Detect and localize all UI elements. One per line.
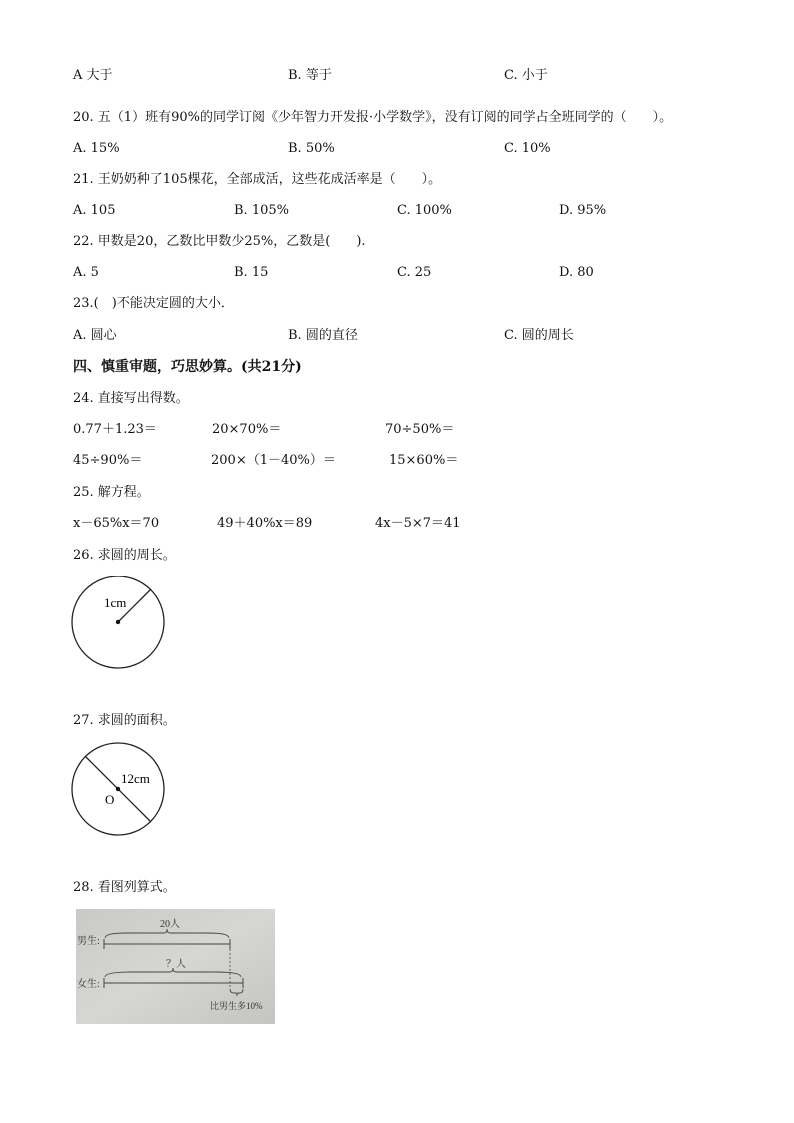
q21-stem: 21. 王奶奶种了105棵花，全部成活，这些花成活率是（ ）。	[73, 172, 442, 187]
q23-option-a: A. 圆心	[73, 328, 117, 343]
q23-option-b: B. 圆的直径	[288, 328, 358, 343]
boys-label: 男生:	[77, 936, 100, 947]
q24-calc-3: 70÷50%＝	[385, 422, 455, 437]
q28-stem: 28. 看图列算式。	[73, 880, 176, 895]
q19-option-c: C. 小于	[504, 68, 548, 83]
q24-calc-2: 20×70%＝	[212, 422, 282, 437]
q25-equation-2: 49＋40%x＝89	[217, 516, 313, 531]
q24-calc-6: 15×60%＝	[389, 453, 459, 468]
q28-line-diagram-photo	[76, 909, 275, 1024]
q27-stem: 27. 求圆的面积。	[73, 713, 176, 728]
center-label: O	[105, 792, 115, 807]
q25-equation-1: x－65%x＝70	[73, 516, 160, 531]
q27-circle-figure	[68, 742, 170, 838]
q20-option-c: C. 10%	[504, 141, 551, 156]
q20-option-a: A. 15%	[73, 141, 120, 156]
q26-stem: 26. 求圆的周长。	[73, 548, 176, 563]
q23-option-c: C. 圆的周长	[504, 328, 574, 343]
q24-stem: 24. 直接写出得数。	[73, 391, 189, 406]
q21-option-b: B. 105%	[234, 203, 289, 218]
q26-circle-figure	[68, 576, 170, 672]
q19-option-a: A 大于	[73, 68, 113, 83]
q22-stem: 22. 甲数是20，乙数比甲数少25%，乙数是( ).	[73, 234, 366, 249]
q19-option-b: B. 等于	[288, 68, 332, 83]
q20-option-b: B. 50%	[288, 141, 335, 156]
q25-equation-3: 4x－5×7＝41	[375, 516, 461, 531]
difference-note: 比男生多10%	[210, 1001, 263, 1011]
center-dot	[116, 787, 120, 791]
q21-option-c: C. 100%	[397, 203, 452, 218]
boys-value: 20人	[160, 919, 180, 930]
diameter-label: 12cm	[121, 771, 150, 786]
q22-option-d: D. 80	[559, 265, 594, 280]
section-title: 四、慎重审题，巧思妙算。(共21分)	[73, 359, 302, 375]
q21-option-d: D. 95%	[559, 203, 607, 218]
q20-stem: 20. 五（1）班有90%的同学订阅《少年智力开发报·小学数学》，没有订阅的同学占全班同学的（ ）。	[73, 110, 673, 125]
q22-option-c: C. 25	[397, 265, 432, 280]
q21-option-a: A. 105	[73, 203, 116, 218]
q25-stem: 25. 解方程。	[73, 485, 150, 500]
q24-calc-1: 0.77＋1.23＝	[73, 422, 157, 437]
q24-calc-4: 45÷90%＝	[73, 453, 143, 468]
q23-stem: 23.( )不能决定圆的大小．	[73, 296, 234, 311]
girls-label: 女生:	[77, 979, 100, 990]
q22-option-a: A. 5	[73, 265, 99, 280]
girls-value: ？人	[166, 959, 186, 970]
q22-option-b: B. 15	[234, 265, 269, 280]
q24-calc-5: 200×（1－40%）＝	[211, 453, 336, 468]
center-dot	[116, 620, 120, 624]
radius-label: 1cm	[104, 595, 127, 610]
